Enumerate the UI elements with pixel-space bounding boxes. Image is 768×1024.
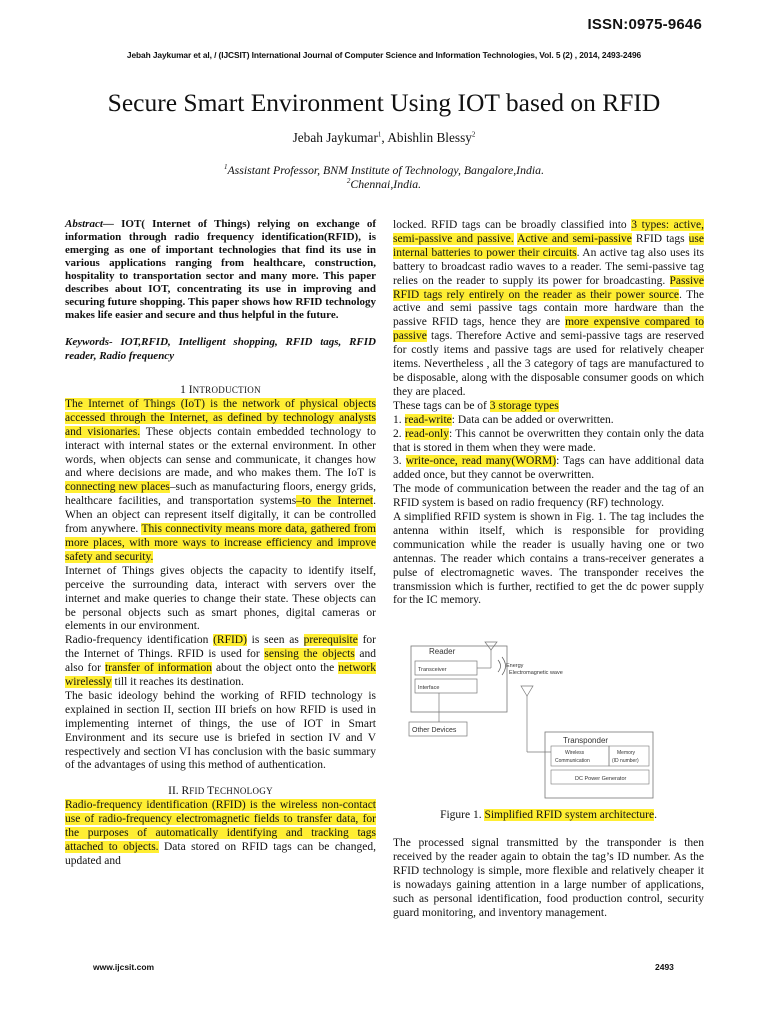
hl-caption: Simplified RFID system architecture [484,809,655,821]
abstract-text: IOT( Internet of Things) relying on exchange of information through radio frequency identification(RFID), is emerging as one of important technologies that find its use in various applications ranging from healthcare, construction, hospitality to transportation sector and many more. This paper describes about IOT, concentrating its use in improving and securing future shopping. This paper shows how RFID technology makes life easier and secure and thus helpful in the future. [65,218,376,321]
footer-page-number: 2493 [655,962,674,972]
li1-num: 1. [393,413,405,426]
hl-read-write: read-write [404,413,452,426]
affiliation-2 [0,177,768,191]
li1-text: : Data can be added or overwritten. [451,413,614,426]
authors [0,130,768,146]
transponder-label: Transponder [563,736,609,745]
li3-num: 3. [393,455,406,468]
intro-paragraph-4: The basic ideology behind the working of RFID technology is explained in section II, section III briefs on how RFID is used in implementing internet of things, the use of IOT in Smart Environment and its secure use is briefed in section IV and V respectively and section VI has conclusion with the basic summary of the advantages of using this method of authentication. [65,689,376,772]
intro-p3-text-e: about the object onto the [212,662,339,675]
intro-p1-text-c: . When an object can represent itself digitally, it can be controlled from anywhere. [65,495,376,536]
hl-transfer-information: transfer of information [104,662,212,675]
tags-text-c: RFID tags [631,232,689,245]
rfid-architecture-figure [403,640,708,805]
sec1-num: 1 I [180,384,193,396]
communication-paragraph: The mode of communication between the reader and the tag of an RFID system is based on radio frequency (RF) technology. [393,483,704,510]
rfid-paragraph-1 [65,799,376,869]
caption-suffix: . [654,809,657,821]
section-1-heading [65,384,376,398]
storage-item-2 [393,428,704,456]
author-1-sup: 1 [377,130,382,139]
interface-label: Interface [418,685,440,691]
intro-p1-text-a: These objects contain embedded technology to interact with internal states or the external environment. In other words, when objects can sense and communicate, it changes how and where decisions are made, and who makes them. The IoT is [65,425,376,480]
hl-sensing-objects: sensing the objects [264,648,355,661]
caption-prefix: Figure 1. [440,809,485,821]
sec1-rest: NTRODUCTION [192,385,261,395]
transponder-antenna-icon [521,686,533,696]
hl-worm: write-once, read many(WORM) [405,455,557,468]
em-wave-label: Electromagnetic wave [509,670,563,676]
communication-label: Communication [555,758,590,764]
affil-1-text: Assistant Professor, BNM Institute of Technology, Bangalore,India. [227,163,545,177]
hl-prerequisite: prerequisite [303,634,358,647]
li2-text: : This cannot be overwritten they contain only the data that is stored in them when they were made. [393,427,705,454]
simplified-system-paragraph: A simplified RFID system is shown in Fig. 1. The tag includes the antenna within itself, which is responsible for providing communication while the reader is usually having one or two antennas. The reader which contains a trans-receiver generates a pulse of electromagnetic waves. The transponder receives the transmission which is further, rectified to get the dc power supply for the IC memory. [393,511,704,607]
hl-connecting-new-places: connecting new places [65,481,170,494]
hl-rfid: (RFID) [213,634,247,647]
storage-types [393,400,704,414]
right-column [393,219,704,608]
abstract-label: Abstract— [65,218,114,230]
rfid-p1-text: Data stored on RFID tags can be changed, updated and [65,841,377,867]
sec2-rest: FID [189,786,208,797]
wave-icon [502,657,506,675]
hl-storage-types: 3 storage types [489,399,559,412]
affil-2-sup: 2 [346,177,351,186]
right-column-bottom [393,837,704,920]
intro-p3-text-a: Radio-frequency identification [65,634,214,647]
affiliations [0,163,768,191]
wave-icon [498,660,501,672]
other-devices-label: Other Devices [412,727,457,734]
storage-item-3 [393,455,704,483]
hl-to-the-internet: –to the Internet [296,495,374,508]
intro-p3-text-c: for the Internet of Things. RFID is used for [65,634,377,661]
paper-title: Secure Smart Environment Using IOT based on RFID [107,88,661,117]
tags-text-e: . The active and semi passive tags contain more hardware than the passive RFID tags, hence they are [393,288,705,329]
reader-label: Reader [429,647,456,656]
wireless-label: Wireless [565,750,585,756]
hl-rfid-definition: Radio-frequency identification (RFID) is the wireless non-contact use of radio-frequency electromagnetic fields to transfer data, for the purposes of automatically identifying and tracking tags attached to objects. [65,799,376,853]
author-2-sup: 2 [471,130,476,139]
intro-p1-text-b: –such as manufacturing floors, energy grids, healthcare facilities, and transportation systems [65,481,376,508]
author-separator: , [381,130,388,145]
hl-active-semi-passive: Active and semi-passive [517,232,632,245]
sec2-rest2: ECHNOLOGY [214,786,273,797]
intro-p3-text-f: till it reaches its destination. [111,676,244,689]
author-1: Jebah Jaykumar [292,130,378,145]
affil-1-sup: 1 [223,163,228,172]
intro-paragraph-3 [65,634,376,690]
intro-p3-text-b: is seen as [246,634,304,647]
memory-label: Memory [617,750,636,756]
li2-num: 2. [393,427,405,440]
keywords: Keywords- IOT,RFID, Intelligent shopping, RFID tags, RFID reader, Radio frequency [65,336,376,362]
tags-text-a: locked. RFID tags can be broadly classified into [393,219,632,231]
hl-internal-batteries: use internal batteries to power their circuits [393,232,704,259]
tags-paragraph [393,219,704,400]
li3-text: : Tags can have additional data added once, but they cannot be overwritten. [393,455,705,482]
tags-text-f: tags. Therefore Active and semi-passive tags are reserved for costly items and passive tags are used for relatively cheaper items. Nevertheless , all the 3 category of tags are manufactured to be disposable, along with the disposable consumer goods on which they are placed. [393,330,704,398]
rfid-diagram [403,640,708,805]
id-number-label: (ID number) [612,758,639,764]
hl-network-wirelessly: network wirelessly [65,662,376,689]
hl-iot-definition: The Internet of Things (IoT) is the network of physical objects accessed through the Internet, as defined by technology analysts and visionaries. [65,397,376,438]
running-head: Jebah Jaykumar et al, / (IJCSIT) International Journal of Computer Science and Information Technologies, Vol. 5 (2) , 2014, 2493-2496 [126,50,642,60]
abstract [65,218,376,322]
sec2-t: T [207,785,215,798]
footer-url: www.ijcsit.com [93,962,155,972]
intro-paragraph-2: Internet of Things gives objects the capacity to identify itself, perceive the surrounding data, interact with servers over the internet and make queries to change their state. These objects can be personal objects such as smart phones, digital cameras or elements in our environment. [65,564,376,633]
storage-item-1 [393,414,704,428]
hl-connectivity: This connectivity means more data, gathered from more places, with more ways to increase efficiency and improve safety and security. [65,523,376,563]
dc-power-label: DC Power Generator [575,776,627,782]
issn: ISSN:0975-9646 [587,16,702,33]
intro-p3-text-d: and also for [65,648,377,675]
hl-read-only: read-only [404,427,450,440]
storage-text: These tags can be of [393,399,490,412]
processed-signal-paragraph: The processed signal transmitted by the transponder is then received by the reader again to obtain the tag’s ID number. As the RFID technology is simple, more flexible and relatively cheaper it is nowadays gaining attention in a large number of applications, such as personal identification, food production control, security guard monitoring, and inventory management. [393,837,704,919]
affiliation-1 [0,163,768,177]
figure-caption [393,809,704,823]
hl-passive-rely: Passive RFID tags rely entirely on the reader as their power source [393,274,704,301]
sec2-num: II. R [168,785,190,798]
hl-three-types: 3 types: active, semi-passive and passive. [393,219,704,245]
section-2-heading [65,785,376,799]
transceiver-label: Transceiver [418,667,447,673]
author-2: Abishlin Blessy [387,130,472,145]
energy-label: Energy [506,663,524,669]
tags-text-d: . An active tag also uses its battery to broadcast radio waves to a reader. The semi-passive tag relies on the reader to supply its power for broadcasting. [393,246,705,287]
hl-more-expensive: more expensive compared to passive [393,316,704,343]
intro-paragraph-1 [65,398,376,565]
left-column [65,218,376,869]
affil-2-text: Chennai,India. [350,177,422,191]
